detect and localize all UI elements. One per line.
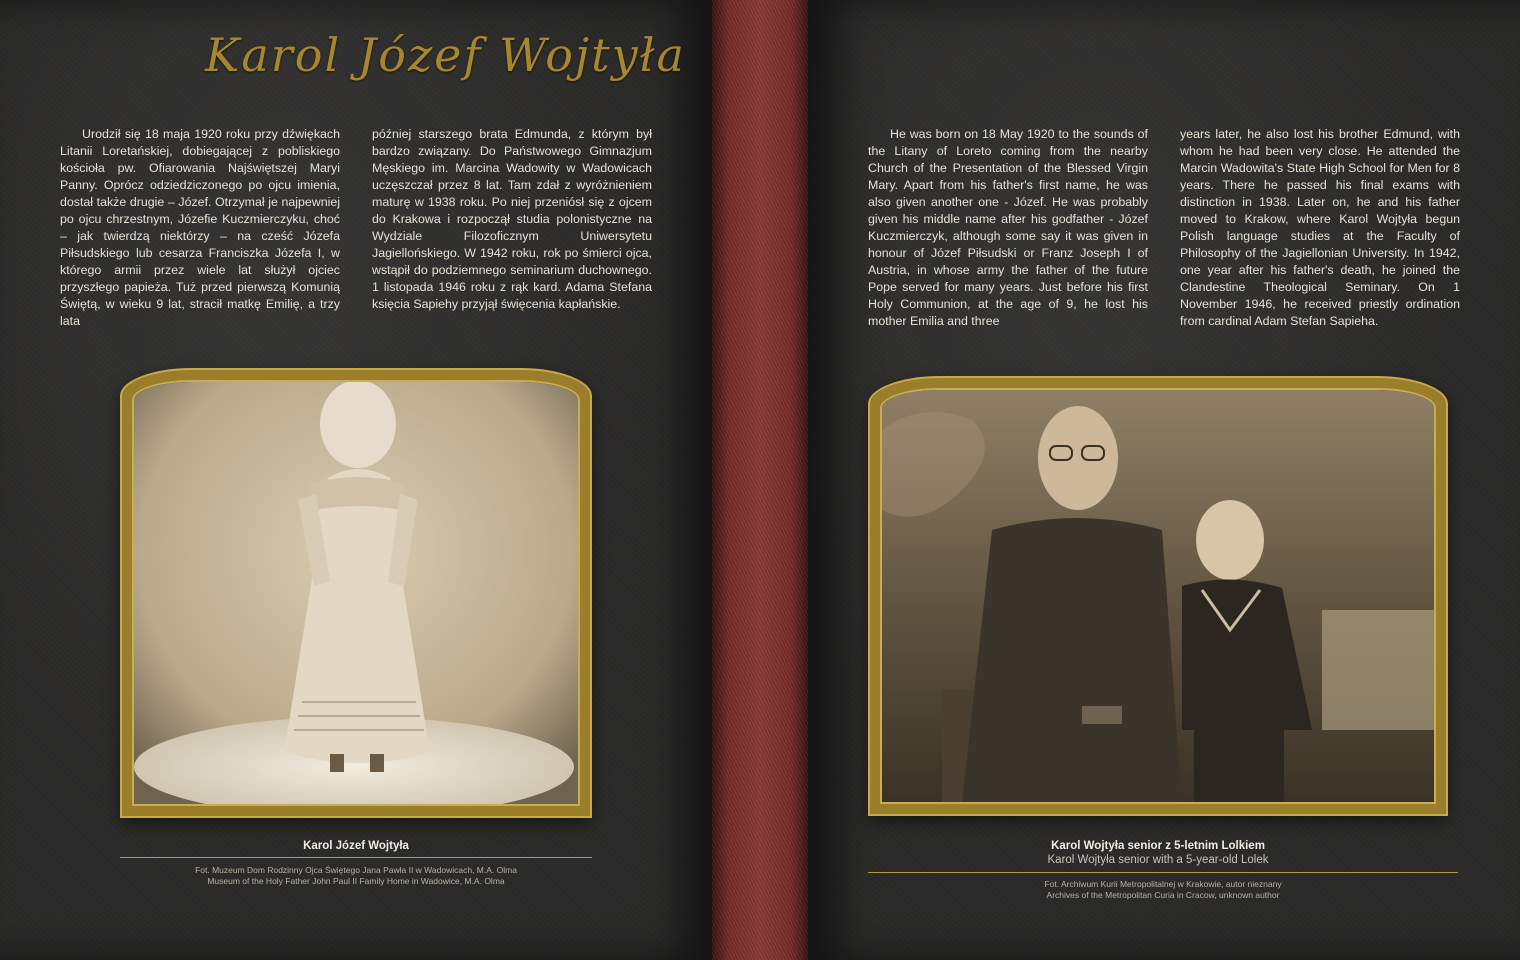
english-text-column-1: He was born on 18 May 1920 to the sounds of the Litany of Loreto coming from the nearby Church of the Presentation of the Blessed Virgin Mary. Apart from his father's first name, he was also given another one - Józef. He was probably given his middle name after his godfather - Józef Kuczmierczyk, although some say it was given in honour of Józef Piłsudski or Franz Joseph I of Austria, in whose army the father of the future Pope served for many years. Just before his first Holy Communion, at the age of 9, he lost his mother Emilia and three	[868, 127, 1148, 328]
caption-divider-left	[120, 857, 592, 858]
left-page	[0, 0, 712, 960]
photo-right-credit-en: Archives of the Metropolitan Curia in Cracow, unknown author	[1046, 890, 1280, 900]
right-page	[808, 0, 1520, 960]
photo-right-credit-pl: Fot. Archiwum Kurii Metropolitalnej w Krakowie, autor nieznany	[1044, 879, 1282, 889]
photo-frame-right	[870, 378, 1446, 814]
photo-left-caption: Karol Józef Wojtyła	[303, 840, 409, 852]
polish-text-column-2: później starszego brata Edmunda, z którym był bardzo związany. Do Państwowego Gimnazjum Męskiego im. Marcina Wadowity w Wadowicach uczęszczał przez 8 lat. Tam zdał z wyróżnieniem maturę w 1938 roku. Po niej przeniósł się z ojcem do Krakowa i rozpoczął studia polonistyczne na Wydziale Filozoficznym Uniwersytetu Jagiellońskiego. W 1942 roku, rok po śmierci ojca, wstąpił do podziemnego seminarium duchownego. 1 listopada 1946 roku z rąk kard. Adama Stefana księcia Sapiehy przyjął święcenia kapłańskie.	[372, 127, 652, 311]
book-spine	[712, 0, 808, 960]
photo-left	[132, 380, 580, 806]
photo-right-caption-pl: Karol Wojtyła senior z 5-letnim Lolkiem	[1051, 840, 1265, 852]
photo-right	[880, 388, 1436, 804]
photo-left-credit-pl: Fot. Muzeum Dom Rodzinny Ojca Świętego Jana Pawła II w Wadowicach, M.A. Olma	[195, 865, 517, 875]
polish-text-column-1: Urodził się 18 maja 1920 roku przy dźwiękach Litanii Loretańskiej, dobiegającej z pobliskiego kościoła pw. Ofiarowania Najświętszej Maryi Panny. Oprócz odziedziczonego po ojcu imienia, dostał także drugie – Józef. Otrzymał je najpewniej po ojcu chrzestnym, Józefie Kuczmierczyku, choć – jak twierdzą niektórzy – na cześć Józefa Piłsudskiego lub cesarza Franciszka Józefa I, w którego armii przez wiele lat służył ojciec przyszłego papieża. Tuż przed pierwszą Komunią Świętą, w wieku 9 lat, stracił matkę Emilię, a trzy lata	[60, 127, 340, 328]
father-and-son-image	[882, 390, 1434, 802]
photo-right-caption-en: Karol Wojtyła senior with a 5-year-old Lolek	[1047, 854, 1269, 866]
photo-frame-left	[122, 370, 590, 816]
child-portrait-image	[134, 382, 578, 804]
english-text-column-2: years later, he also lost his brother Edmund, with whom he had been very close. He attended the Marcin Wadowita's State High School for Men for 8 years. There he passed his final exams with distinction in 1938. Later on, he and his father moved to Krakow, where Karol Wojtyła begun Polish language studies at the Faculty of Philosophy of the Jagiellonian University. In 1942, one year after his father's death, he joined the Clandestine Theological Seminary. On 1 November 1946, he received priestly ordination from cardinal Adam Stefan Sapieha.	[1180, 127, 1460, 328]
caption-divider-right	[868, 872, 1458, 873]
photo-left-credit-en: Museum of the Holy Father John Paul II Family Home in Wadowice, M.A. Olma	[207, 876, 505, 886]
page-title: Karol Józef Wojtyła	[205, 28, 686, 82]
